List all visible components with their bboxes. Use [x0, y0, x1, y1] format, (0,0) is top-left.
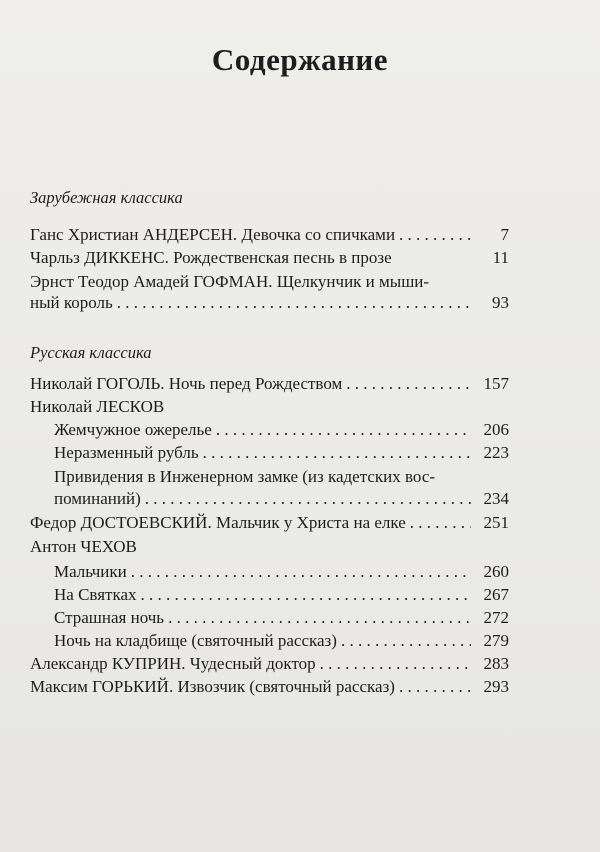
toc-author	[30, 396, 509, 417]
toc-foreign	[30, 224, 509, 313]
toc-entry-title: Ночь на кладбище (святочный рассказ)	[54, 631, 337, 650]
toc-entry	[30, 442, 509, 463]
toc-author-name: Антон ЧЕХОВ	[30, 537, 137, 556]
leader-dots	[145, 488, 471, 509]
toc-entry	[30, 512, 509, 533]
leader-dots	[117, 292, 471, 313]
toc-entry-page: 234	[483, 489, 509, 508]
leader-dots	[410, 512, 471, 533]
toc-entry-page: 283	[483, 654, 509, 673]
toc-entry-page: 206	[483, 420, 509, 439]
toc-entry	[30, 224, 509, 245]
toc-entry	[30, 561, 509, 582]
leader-dots	[203, 442, 471, 463]
leader-dots	[141, 584, 471, 605]
leader-dots	[216, 419, 471, 440]
toc-entry	[30, 607, 509, 628]
toc-entry-title: На Святках	[54, 585, 137, 604]
toc-entry	[30, 630, 509, 651]
leader-dots	[399, 676, 471, 697]
toc-entry-page: 293	[483, 677, 509, 696]
toc-entry-title: Эрнст Теодор Амадей ГОФМАН. Щелкунчик и мыши-	[30, 272, 430, 291]
toc-entry-page: 251	[483, 513, 509, 532]
toc-entry-title: Александр КУПРИН. Чудесный доктор	[30, 654, 316, 673]
toc-entry-title: Жемчужное ожерелье	[54, 420, 212, 439]
leader-dots	[320, 653, 471, 674]
toc-entry-page: 7	[500, 225, 509, 244]
toc-entry-title: Привидения в Инженерном замке (из кадетских вос-	[54, 467, 436, 486]
leader-dots	[399, 224, 471, 245]
toc-entry	[30, 247, 509, 268]
toc-entry	[30, 466, 509, 487]
toc-entry-page: 93	[492, 293, 509, 312]
toc-entry-page: 157	[483, 374, 509, 393]
toc-entry-page: 272	[483, 608, 509, 627]
toc-entry-continuation	[30, 292, 509, 313]
toc-entry-title: Максим ГОРЬКИЙ. Извозчик (святочный рассказ)	[30, 677, 395, 696]
toc-entry-title: Чарльз ДИККЕНС. Рождественская песнь в прозе	[30, 248, 392, 267]
toc-author-name: Николай ЛЕСКОВ	[30, 397, 165, 416]
toc-entry	[30, 419, 509, 440]
toc-entry-page: 260	[483, 562, 509, 581]
toc-entry	[30, 676, 509, 697]
toc-entry-title: Неразменный рубль	[54, 443, 199, 462]
toc-entry-page: 279	[483, 631, 509, 650]
leader-dots	[346, 373, 471, 394]
toc-entry-page: 11	[492, 248, 509, 267]
leader-dots	[131, 561, 471, 582]
toc-entry-page: 267	[483, 585, 509, 604]
section-heading-foreign: Зарубежная классика	[30, 188, 183, 207]
toc-entry	[30, 373, 509, 394]
toc-entry-title-cont: поминаний)	[54, 489, 141, 508]
section-heading-russian: Русская классика	[30, 343, 152, 362]
toc-author	[30, 536, 509, 557]
toc-entry-title: Страшная ночь	[54, 608, 165, 627]
toc-entry	[30, 271, 509, 292]
page-title: Содержание	[211, 42, 389, 77]
toc-entry-title: Федор ДОСТОЕВСКИЙ. Мальчик у Христа на елке	[30, 513, 406, 532]
toc-entry-continuation	[30, 488, 509, 509]
toc-entry-title: Ганс Христиан АНДЕРСЕН. Девочка со спичками	[30, 225, 396, 244]
toc-entry-title: Мальчики	[54, 562, 127, 581]
toc-entry-page: 223	[483, 443, 509, 462]
toc-entry	[30, 584, 509, 605]
leader-dots	[341, 630, 471, 651]
toc-entry	[30, 653, 509, 674]
toc-russian	[30, 373, 509, 697]
toc-entry-title-cont: ный король	[30, 293, 113, 312]
leader-dots	[168, 607, 471, 628]
toc-entry-title: Николай ГОГОЛЬ. Ночь перед Рождеством	[30, 374, 343, 393]
